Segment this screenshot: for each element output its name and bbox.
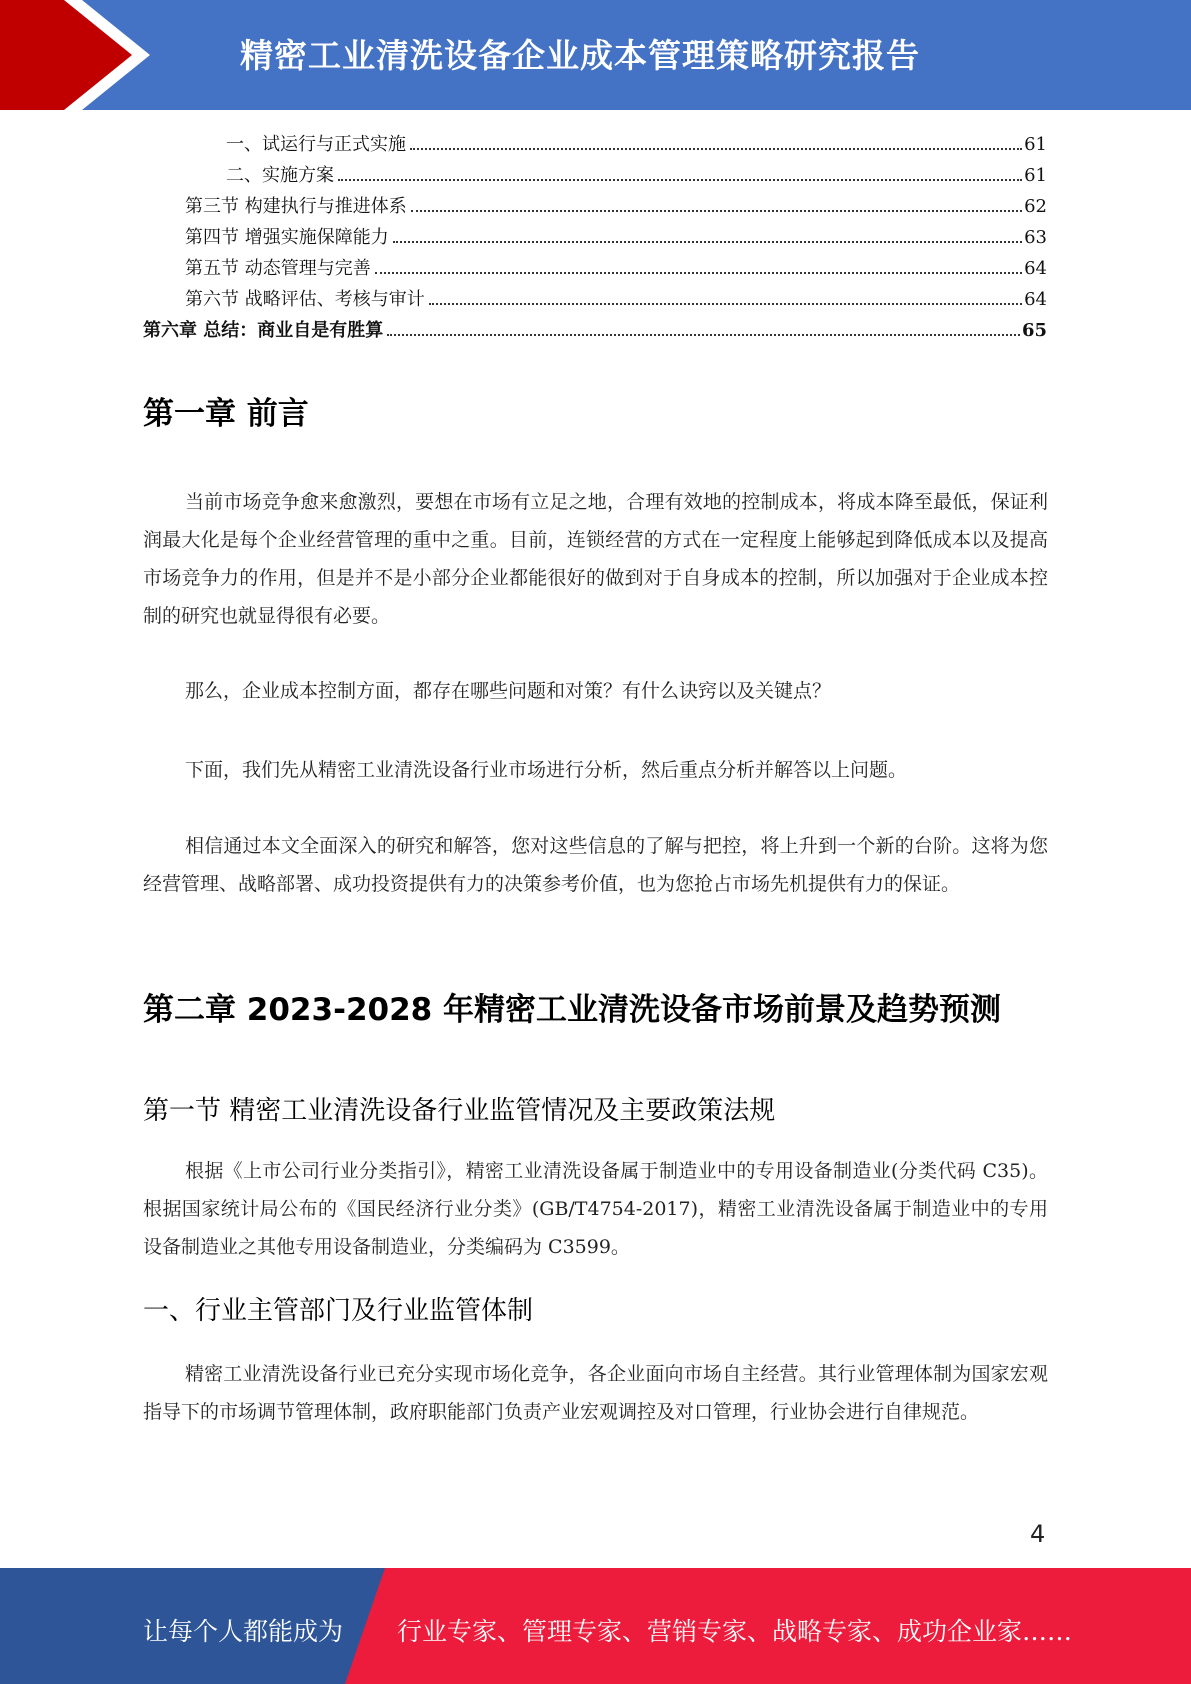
toc-entry[interactable] bbox=[143, 285, 1047, 316]
footer-slogan-left: 让每个人都能成为 bbox=[143, 1617, 344, 1646]
footer-slogan-right: 行业专家、管理专家、营销专家、战略专家、成功企业家…… bbox=[397, 1617, 1073, 1646]
toc-entry-text: 第四节 增强实施保障能力 bbox=[185, 227, 389, 248]
toc-entry-text: 二、实施方案 bbox=[226, 165, 334, 186]
toc-leader bbox=[338, 179, 1022, 181]
toc-entry-page: 64 bbox=[1024, 258, 1047, 279]
toc-leader bbox=[429, 303, 1022, 305]
toc-leader bbox=[393, 241, 1022, 243]
toc-leader bbox=[375, 272, 1022, 274]
toc-entry-text: 第五节 动态管理与完善 bbox=[185, 258, 371, 279]
toc-entry-text: 第六节 战略评估、考核与审计 bbox=[185, 289, 425, 310]
report-title: 精密工业清洗设备企业成本管理策略研究报告 bbox=[240, 36, 920, 75]
chapter1-heading: 第一章 前言 bbox=[143, 396, 309, 432]
chapter1-paragraph: 相信通过本文全面深入的研究和解答，您对这些信息的了解与把控，将上升到一个新的台阶。这将为您经营管理、战略部署、成功投资提供有力的决策参考价值，也为您抢占市场先机提供有力的保证。 bbox=[143, 835, 1048, 895]
toc-leader bbox=[411, 210, 1022, 212]
toc-entry[interactable] bbox=[143, 316, 1047, 347]
section1-heading: 第一节 精密工业清洗设备行业监管情况及主要政策法规 bbox=[143, 1096, 776, 1126]
section1-paragraph: 根据《上市公司行业分类指引》，精密工业清洗设备属于制造业中的专用设备制造业(分类代码 C35)。根据国家统计局公布的《国民经济行业分类》(GB/T4754-2017)，精密工业清洗设备属于制造业中的专用设备制造业之其他专用设备制造业，分类编码为 C3599。 bbox=[143, 1160, 1048, 1258]
toc-entry[interactable] bbox=[143, 223, 1047, 254]
page-header bbox=[0, 0, 1191, 110]
toc-entry-page: 64 bbox=[1024, 289, 1047, 310]
page-number: 4 bbox=[1030, 1520, 1046, 1548]
chapter2-heading: 第二章 2023-2028 年精密工业清洗设备市场前景及趋势预测 bbox=[143, 992, 1002, 1028]
toc-leader bbox=[410, 148, 1022, 150]
toc-entry-page: 61 bbox=[1024, 165, 1047, 186]
toc-entry-text: 第六章 总结：商业自是有胜算 bbox=[143, 320, 384, 341]
subsection1-paragraph: 精密工业清洗设备行业已充分实现市场化竞争，各企业面向市场自主经营。其行业管理体制为国家宏观指导下的市场调节管理体制，政府职能部门负责产业宏观调控及对口管理，行业协会进行自律规范。 bbox=[143, 1363, 1048, 1423]
toc-entry-page: 63 bbox=[1024, 227, 1047, 248]
toc-entry[interactable] bbox=[143, 254, 1047, 285]
toc-entry-page: 62 bbox=[1024, 196, 1047, 217]
chapter1-paragraph: 那么，企业成本控制方面，都存在哪些问题和对策？有什么诀窍以及关键点？ bbox=[185, 680, 832, 702]
table-of-contents bbox=[143, 130, 1047, 347]
toc-leader bbox=[387, 334, 1020, 336]
page-footer bbox=[0, 1568, 1191, 1684]
chapter1-paragraph: 当前市场竞争愈来愈激烈，要想在市场有立足之地，合理有效地的控制成本，将成本降至最低，保证利润最大化是每个企业经营管理的重中之重。目前，连锁经营的方式在一定程度上能够起到降低成本以及提高市场竞争力的作用，但是并不是小部分企业都能很好的做到对于自身成本的控制，所以加强对于企业成本控制的研究也就显得很有必要。 bbox=[143, 491, 1048, 627]
toc-entry-page: 61 bbox=[1024, 134, 1047, 155]
subsection1-heading: 一、行业主管部门及行业监管体制 bbox=[143, 1296, 534, 1326]
toc-entry-text: 第三节 构建执行与推进体系 bbox=[185, 196, 407, 217]
chapter1-paragraph: 下面，我们先从精密工业清洗设备行业市场进行分析，然后重点分析并解答以上问题。 bbox=[185, 759, 908, 781]
toc-entry[interactable] bbox=[143, 192, 1047, 223]
toc-entry-text: 一、试运行与正式实施 bbox=[226, 134, 406, 155]
toc-entry-page: 65 bbox=[1021, 320, 1047, 341]
toc-entry[interactable] bbox=[143, 161, 1047, 192]
toc-entry[interactable] bbox=[143, 130, 1047, 161]
